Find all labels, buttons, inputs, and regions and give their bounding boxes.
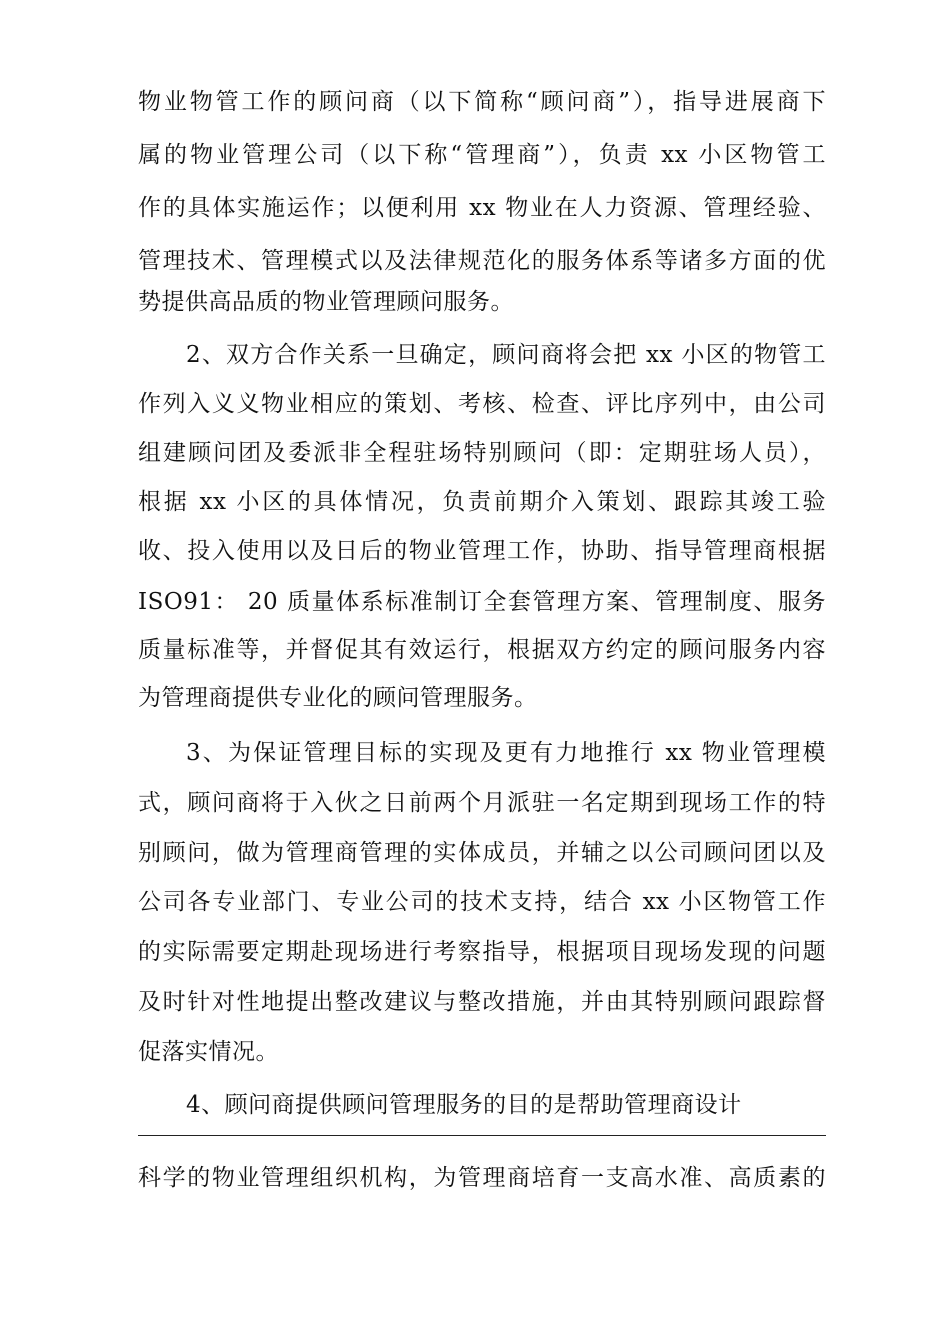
paragraph-line: 4、顾问商提供顾问管理服务的目的是帮助管理商设计 (186, 1092, 742, 1118)
paragraph-line: 收、投入使用以及日后的物业管理工作，协助、指导管理商根据 (138, 538, 826, 564)
paragraph-line: 根据 xx 小区的具体情况，负责前期介入策划、跟踪其竣工验 (138, 489, 826, 515)
paragraph-line: 公司各专业部门、专业公司的技术支持，结合 xx 小区物管工作 (138, 889, 826, 915)
paragraph-line: 管理技术、管理模式以及法律规范化的服务体系等诸多方面的优 (138, 248, 826, 274)
paragraph-line: 为管理商提供专业化的顾问管理服务。 (138, 685, 538, 711)
paragraph-line: 质量标准等，并督促其有效运行，根据双方约定的顾问服务内容 (138, 637, 826, 663)
paragraph-line: ISO91： 20 质量体系标准制订全套管理方案、管理制度、服务 (138, 589, 826, 615)
paragraph-line: 3、为保证管理目标的实现及更有力地推行 xx 物业管理模 (186, 740, 826, 766)
paragraph-line: 作列入义义物业相应的策划、考核、检查、评比序列中，由公司 (138, 391, 826, 417)
paragraph-line: 属的物业管理公司（以下称“管理商”），负责 xx 小区物管工 (138, 142, 826, 168)
paragraph-line: 2、双方合作关系一旦确定，顾问商将会把 xx 小区的物管工 (186, 342, 826, 368)
paragraph-line: 的实际需要定期赴现场进行考察指导，根据项目现场发现的问题 (138, 939, 826, 965)
paragraph-line: 别顾问，做为管理商管理的实体成员，并辅之以公司顾问团以及 (138, 840, 826, 866)
paragraph-line: 组建顾问团及委派非全程驻场特别顾问（即：定期驻场人员）， (138, 440, 826, 466)
paragraph-line: 势提供高品质的物业管理顾问服务。 (138, 289, 514, 315)
paragraph-line: 式，顾问商将于入伙之日前两个月派驻一名定期到现场工作的特 (138, 790, 826, 816)
page-divider (138, 1135, 826, 1136)
paragraph-line: 科学的物业管理组织机构，为管理商培育一支高水准、高质素的 (138, 1165, 826, 1191)
paragraph-line: 物业物管工作的顾问商（以下简称“顾问商”），指导进展商下 (138, 89, 826, 115)
paragraph-line: 促落实情况。 (138, 1039, 279, 1065)
paragraph-line: 及时针对性地提出整改建议与整改措施，并由其特别顾问跟踪督 (138, 989, 826, 1015)
paragraph-line: 作的具体实施运作；以便利用 xx 物业在人力资源、管理经验、 (138, 195, 826, 221)
